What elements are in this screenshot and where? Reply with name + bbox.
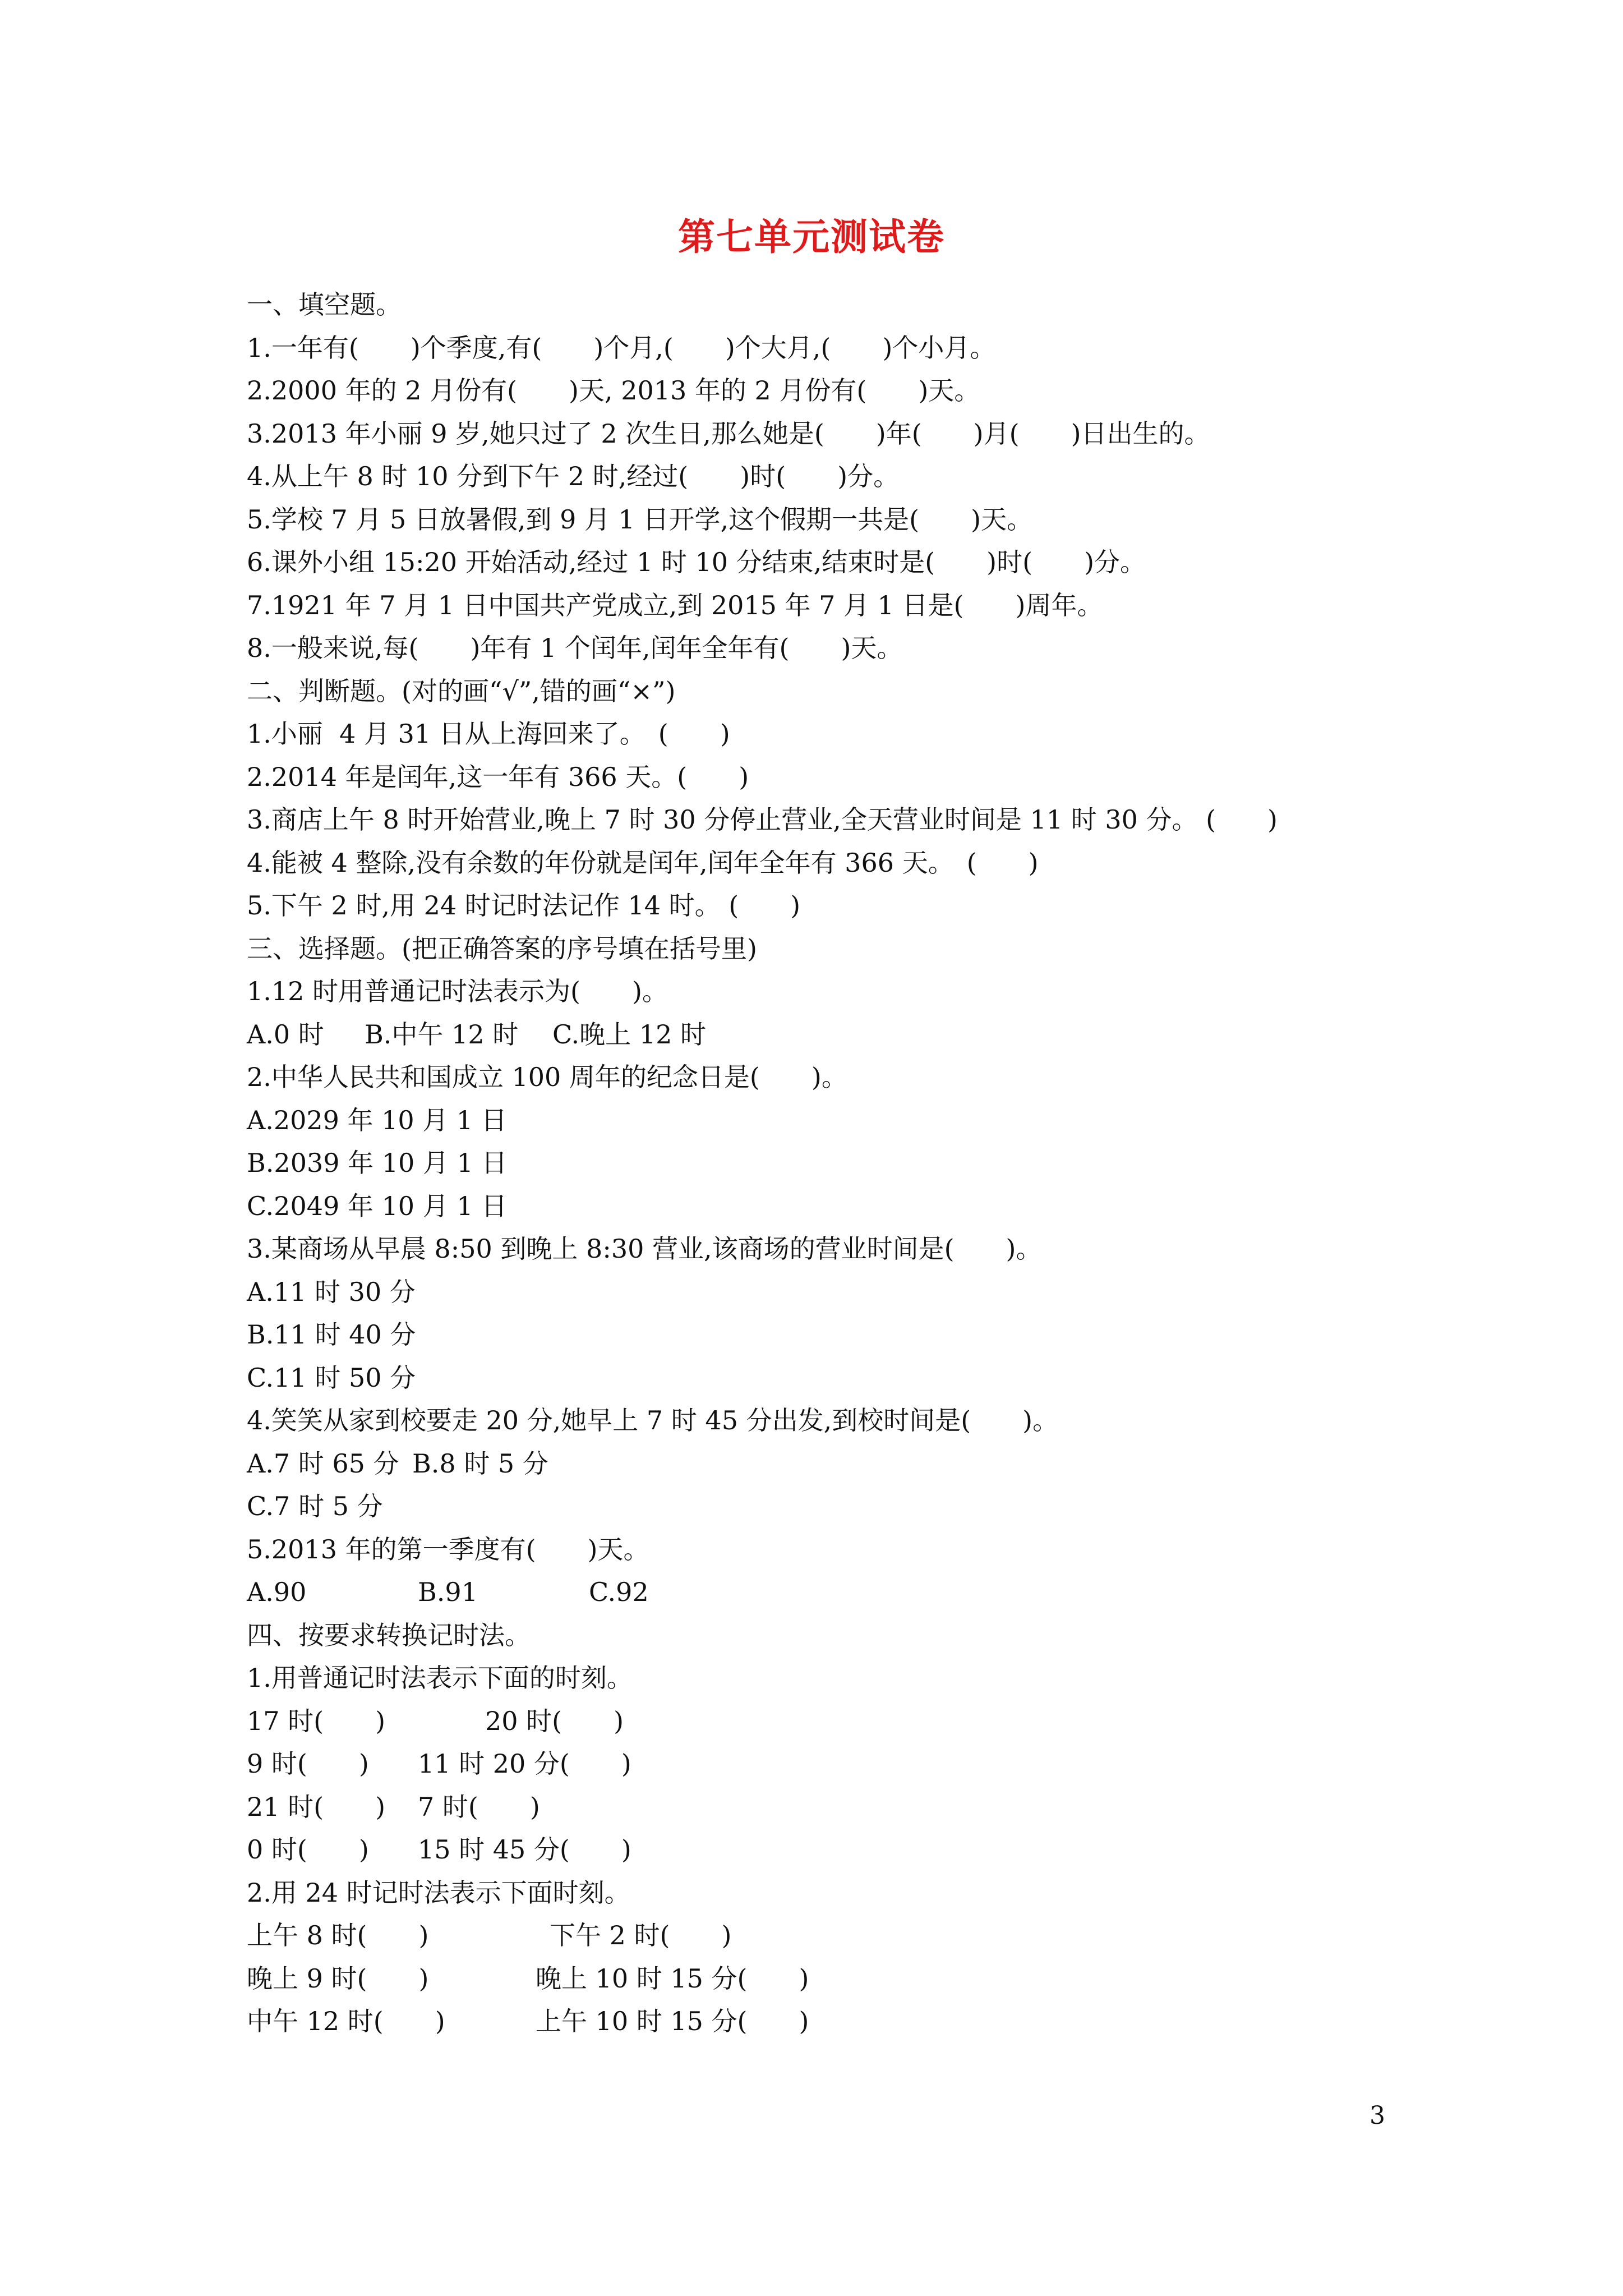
conversion-item: 17 时( ) (247, 1705, 386, 1736)
conversion-row (247, 1786, 1402, 1829)
conversion-item: 0 时( ) (247, 1834, 369, 1865)
option-row (247, 1013, 1402, 1056)
conversion-item: 晚上 10 时 15 分( ) (536, 1963, 809, 1994)
option: B.8 时 5 分 (412, 1448, 548, 1479)
option: A.11 时 30 分 (247, 1276, 416, 1307)
question-text: 5.2013 年的第一季度有( )天。 (247, 1534, 649, 1565)
option: C.2049 年 10 月 1 日 (247, 1190, 508, 1221)
worksheet-body (247, 283, 1402, 2043)
question-text: 4.能被 4 整除,没有余数的年份就是闰年,闰年全年有 366 天。 ( ) (247, 847, 1039, 878)
option: A.90 (247, 1577, 307, 1607)
option: B.2039 年 10 月 1 日 (247, 1148, 508, 1178)
question-text: 1.一年有( )个季度,有( )个月,( )个大月,( )个小月。 (247, 332, 996, 363)
question-text: 1.小丽 4 月 31 日从上海回来了。 ( ) (247, 719, 730, 749)
page-title: 第七单元测试卷 (678, 215, 945, 259)
conversion-row (247, 1700, 1402, 1743)
option-row (247, 1571, 1402, 1614)
option: C.晚上 12 时 (552, 1019, 706, 1050)
question-text: 1.12 时用普通记时法表示为( )。 (247, 976, 668, 1006)
conversion-item: 15 时 45 分( ) (418, 1834, 631, 1865)
conversion-row (247, 1914, 1402, 1957)
conversion-item: 21 时( ) (247, 1791, 386, 1822)
sub-question-text: 2.用 24 时记时法表示下面时刻。 (247, 1877, 630, 1908)
page-number: 3 (1370, 2101, 1385, 2130)
option: B.11 时 40 分 (247, 1319, 416, 1350)
question-text: 3.商店上午 8 时开始营业,晚上 7 时 30 分停止营业,全天营业时间是 11 时 30 分。 ( ) (247, 804, 1278, 835)
conversion-row (247, 2000, 1402, 2043)
question-text: 3.某商场从早晨 8:50 到晚上 8:30 营业,该商场的营业时间是( )。 (247, 1234, 1042, 1264)
option: A.0 时 (247, 1019, 324, 1050)
question-text: 2.2014 年是闰年,这一年有 366 天。( ) (247, 761, 749, 792)
conversion-row (247, 1957, 1402, 2000)
section-heading-convert-time: 四、按要求转换记时法。 (247, 1619, 531, 1650)
sub-question-text: 1.用普通记时法表示下面的时刻。 (247, 1663, 633, 1693)
question-text: 2.2000 年的 2 月份有( )天, 2013 年的 2 月份有( )天。 (247, 375, 980, 406)
section-heading-true-false: 二、判断题。(对的画“√”,错的画“×”) (247, 675, 676, 706)
question-text: 2.中华人民共和国成立 100 周年的纪念日是( )。 (247, 1062, 847, 1092)
option: B.中午 12 时 (365, 1019, 519, 1050)
conversion-item: 中午 12 时( ) (247, 2006, 445, 2036)
question-text: 7.1921 年 7 月 1 日中国共产党成立,到 2015 年 7 月 1 日是( )周年。 (247, 590, 1103, 620)
question-text: 5.下午 2 时,用 24 时记时法记作 14 时。 ( ) (247, 890, 801, 921)
conversion-row (247, 1742, 1402, 1786)
option: B.91 (418, 1577, 478, 1607)
option: C.92 (589, 1577, 649, 1607)
option: A.7 时 65 分 (247, 1448, 399, 1479)
section-heading-fill-blank: 一、填空题。 (247, 289, 402, 320)
question-text: 6.课外小组 15:20 开始活动,经过 1 时 10 分结束,结束时是( )时( )分。 (247, 547, 1146, 577)
conversion-item: 11 时 20 分( ) (418, 1749, 631, 1779)
conversion-item: 上午 8 时( ) (247, 1920, 429, 1950)
conversion-item: 7 时( ) (418, 1791, 540, 1822)
conversion-item: 晚上 9 时( ) (247, 1963, 429, 1994)
section-heading-multiple-choice: 三、选择题。(把正确答案的序号填在括号里) (247, 933, 757, 964)
option-row (247, 1442, 1402, 1485)
conversion-item: 上午 10 时 15 分( ) (536, 2006, 809, 2036)
conversion-item: 下午 2 时( ) (550, 1920, 732, 1950)
question-text: 4.从上午 8 时 10 分到下午 2 时,经过( )时( )分。 (247, 461, 900, 491)
conversion-item: 20 时( ) (485, 1705, 624, 1736)
question-text: 3.2013 年小丽 9 岁,她只过了 2 次生日,那么她是( )年( )月( )日出生的。 (247, 418, 1210, 449)
option: A.2029 年 10 月 1 日 (247, 1105, 507, 1135)
conversion-row (247, 1828, 1402, 1871)
question-text: 4.笑笑从家到校要走 20 分,她早上 7 时 45 分出发,到校时间是( )。 (247, 1405, 1059, 1435)
question-text: 8.一般来说,每( )年有 1 个闰年,闰年全年有( )天。 (247, 633, 903, 663)
conversion-item: 9 时( ) (247, 1749, 369, 1779)
option: C.7 时 5 分 (247, 1491, 383, 1521)
question-text: 5.学校 7 月 5 日放暑假,到 9 月 1 日开学,这个假期一共是( )天。 (247, 504, 1033, 535)
option: C.11 时 50 分 (247, 1362, 416, 1393)
